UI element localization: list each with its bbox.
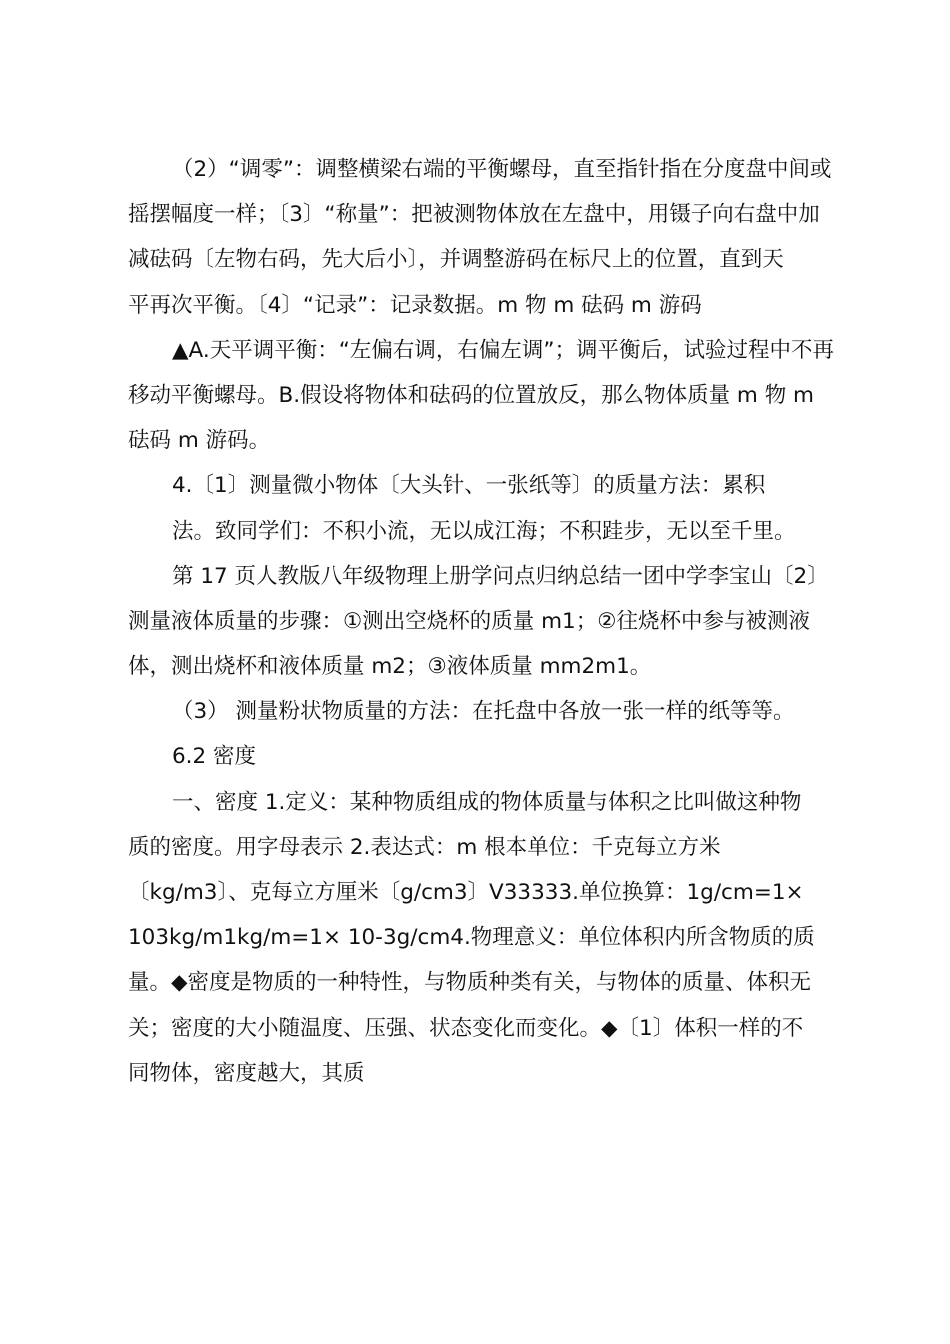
paragraph-line: 平再次平衡。〔4〕“记录”：记录数据。m 物 m 砝码 m 游码 <box>128 292 702 318</box>
paragraph-line: 同物体，密度越大，其质 <box>128 1060 365 1086</box>
paragraph-line: 减砝码〔左物右码，先大后小〕，并调整游码在标尺上的位置，直到天 <box>128 247 784 273</box>
paragraph-line: 移动平衡螺母。B.假设将物体和砝码的位置放反，那么物体质量 m 物 m <box>128 382 814 408</box>
paragraph-line: 测量液体质量的步骤：①测出空烧杯的质量 m1；②往烧杯中参与被测液 <box>128 608 811 634</box>
paragraph-line: 体，测出烧杯和液体质量 m2；③液体质量 mm2m1。 <box>128 654 652 680</box>
paragraph-line: ▲A.天平调平衡：“左偏右调，右偏左调”；调平衡后，试验过程中不再 <box>172 337 834 363</box>
paragraph-line: 一、密度 1.定义：某种物质组成的物体质量与体积之比叫做这种物 <box>172 789 802 815</box>
paragraph-line: 法。致同学们：不积小流，无以成江海；不积跬步，无以至千里。 <box>172 518 796 544</box>
paragraph-line: 第 17 页人教版八年级物理上册学问点归纳总结一团中学李宝山〔2〕 <box>172 563 829 589</box>
paragraph-line: 砝码 m 游码。 <box>128 428 271 454</box>
body-text <box>128 147 840 1096</box>
section-heading: 6.2 密度 <box>172 744 257 770</box>
paragraph-line: 量。◆密度是物质的一种特性，与物质种类有关，与物体的质量、体积无 <box>128 970 812 996</box>
paragraph-line: 摇摆幅度一样；〔3〕“称量”：把被测物体放在左盘中，用镊子向右盘中加 <box>128 202 820 228</box>
paragraph-line: 关；密度的大小随温度、压强、状态变化而变化。◆〔1〕体积一样的不 <box>128 1015 804 1041</box>
paragraph-line: （2）“调零”：调整横梁右端的平衡螺母，直至指针指在分度盘中间或 <box>172 157 832 182</box>
paragraph-line: 4.〔1〕测量微小物体〔大头针、一张纸等〕的质量方法：累积 <box>172 473 766 499</box>
paragraph-line: 〔kg/m3〕、克每立方厘米〔g/cm3〕V33333.单位换算：1g/cm=1× <box>128 880 804 905</box>
paragraph-line: 103kg/m1kg/m=1× 10-3g/cm4.物理意义：单位体积内所含物质的质 <box>128 925 815 951</box>
paragraph-line: 质的密度。用字母表示 2.表达式：m 根本单位：千克每立方米 <box>128 834 721 860</box>
paragraph-line: （3） 测量粉状物质量的方法：在托盘中各放一张一样的纸等等。 <box>172 699 795 725</box>
